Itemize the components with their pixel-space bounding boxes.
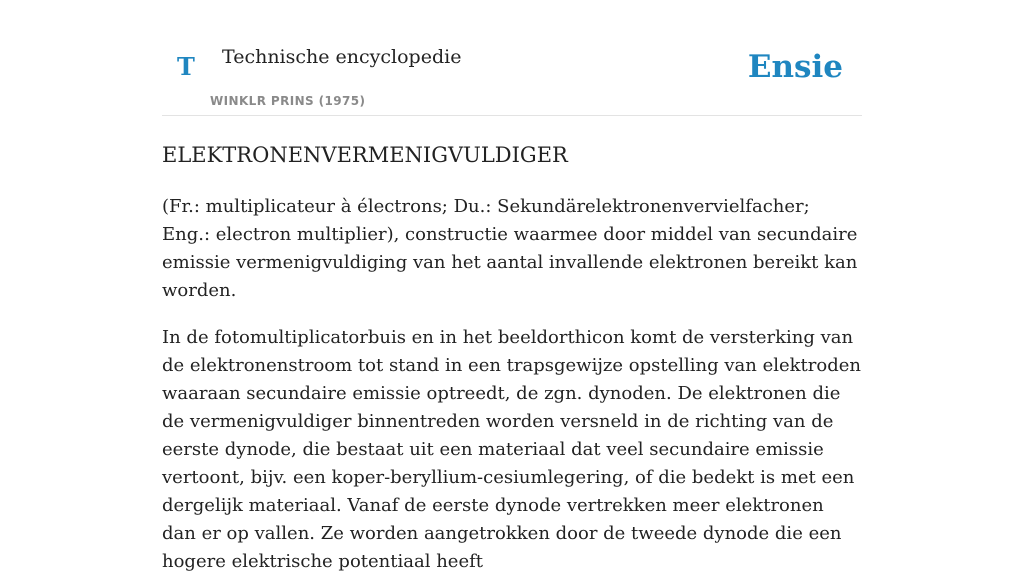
paragraph-description: In de fotomultiplicatorbuis en in het beeldorthicon komt de versterking van de elektronenstroom tot stand in een trapsgewijze opstelling van elektroden waaraan secundaire emissie optreedt, de zgn. dynoden. De elektronen die de vermenigvuldiger binnentreden worden versneld in de richting van de eerste dynode, die bestaat uit een materiaal dat veel secundaire emissie vertoont, bijv. een koper-beryllium-cesiumlegering, of die bedekt is met een dergelijk materiaal. Vanaf de eerste dynode vertrekken meer elektronen dan er op vallen. Ze worden aangetrokken door de tweede dynode die een hogere elektrische potentiaal heeft — [162, 327, 861, 572]
article-body — [162, 140, 862, 576]
entry-title: ELEKTRONENVERMENIGVULDIGER — [162, 143, 568, 167]
paragraph-definition: (Fr.: multiplicateur à électrons; Du.: Sekundärelektronenvervielfacher; Eng.: electron multiplier), constructie waarmee door middel van secundaire emissie vermenigvuldiging van het aantal invallende elektronen bereikt kan worden. — [162, 196, 858, 301]
entry-header — [162, 0, 862, 116]
ensie-logo-link[interactable]: Ensie — [747, 49, 843, 85]
book-title-link[interactable]: Technische encyclopedie — [222, 46, 462, 68]
book-subtitle: WINKLR PRINS (1975) — [210, 94, 366, 108]
encyclopedia-logo-icon[interactable]: T — [177, 52, 195, 81]
